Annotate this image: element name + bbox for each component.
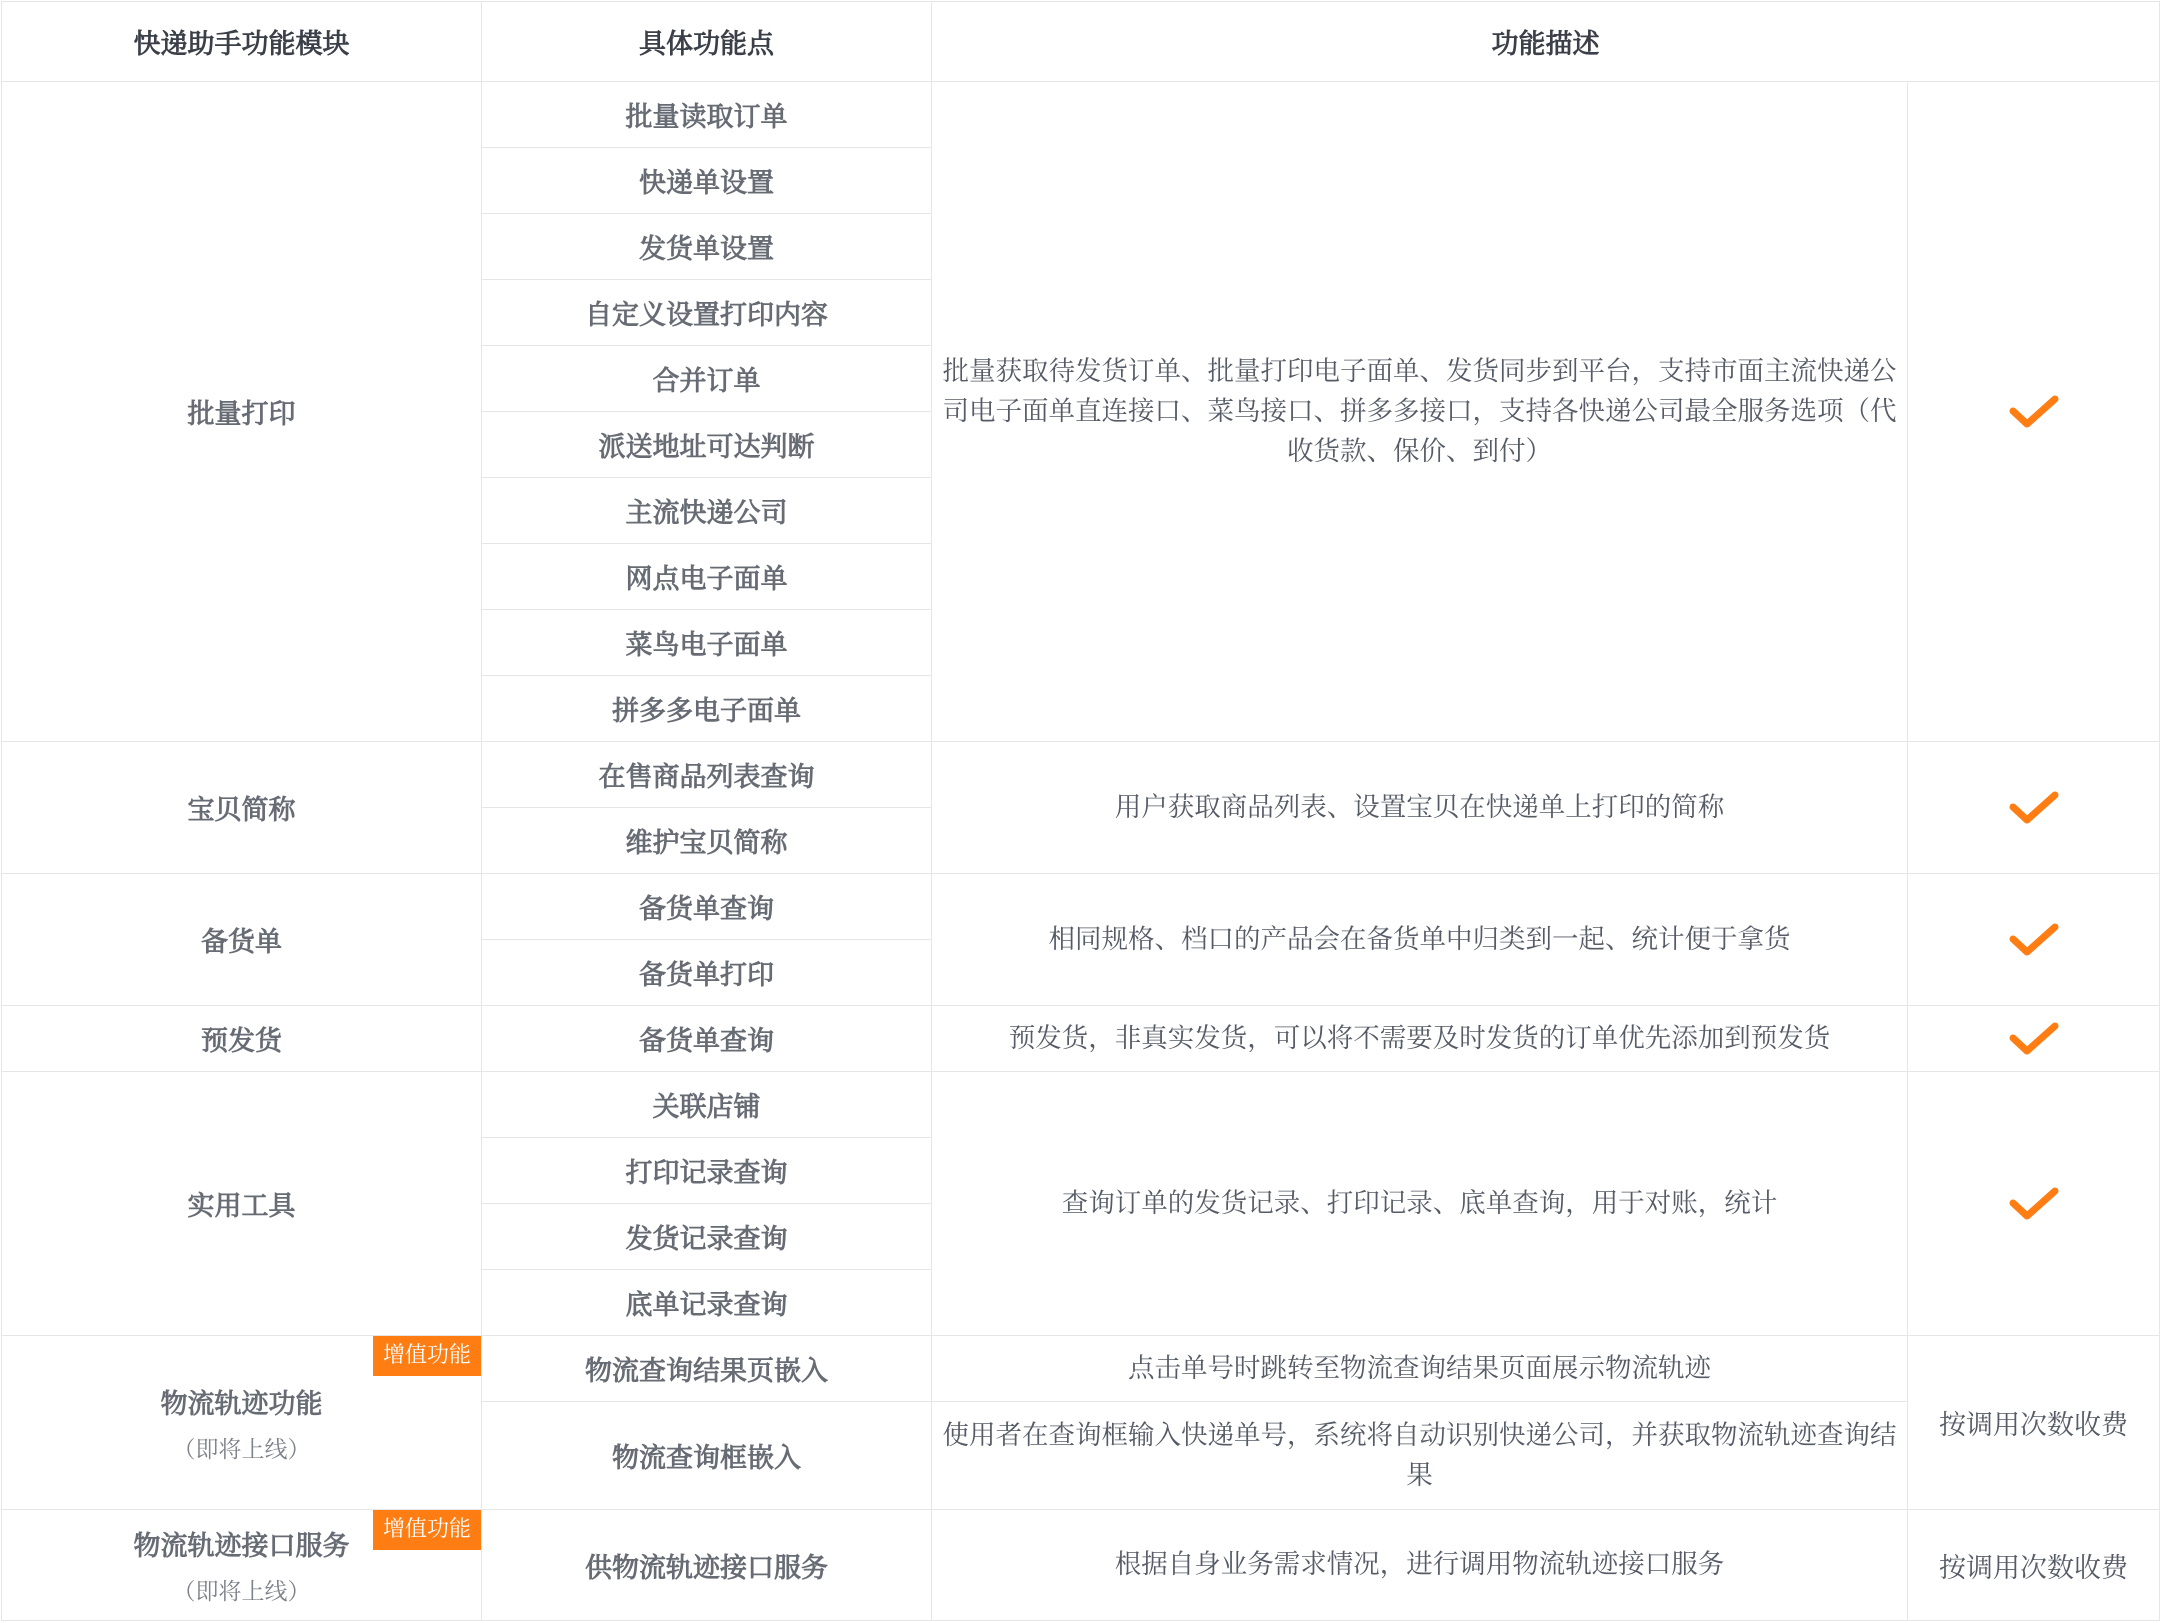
checkmark-icon: [2008, 1186, 2060, 1222]
feature-description: 用户获取商品列表、设置宝贝在快递单上打印的简称: [932, 742, 1908, 874]
module-name: 备货单: [2, 874, 482, 1006]
feature-description: 根据自身业务需求情况，进行调用物流轨迹接口服务: [932, 1510, 1908, 1621]
feature-point: 在售商品列表查询: [482, 742, 932, 808]
table-row: [2, 874, 2160, 940]
fee-cell: 按调用次数收费: [1908, 1336, 2160, 1510]
checkmark-icon: [2008, 922, 2060, 958]
status-cell: [1908, 1072, 2160, 1336]
header-description: 功能描述: [932, 2, 2160, 82]
table-row: [2, 1006, 2160, 1072]
value-added-badge: 增值功能: [373, 1510, 481, 1550]
table-row: [2, 1510, 2160, 1621]
module-name: 实用工具: [2, 1072, 482, 1336]
status-cell: [1908, 874, 2160, 1006]
table-row: [2, 1336, 2160, 1402]
feature-point: 派送地址可达判断: [482, 412, 932, 478]
status-cell: [1908, 742, 2160, 874]
feature-point: 发货单设置: [482, 214, 932, 280]
feature-point: 物流查询框嵌入: [482, 1402, 932, 1510]
feature-point: 打印记录查询: [482, 1138, 932, 1204]
feature-point: 关联店铺: [482, 1072, 932, 1138]
feature-point: 物流查询结果页嵌入: [482, 1336, 932, 1402]
feature-description: 预发货，非真实发货，可以将不需要及时发货的订单优先添加到预发货: [932, 1006, 1908, 1072]
table-row: [2, 742, 2160, 808]
module-name: 物流轨迹接口服务: [133, 1531, 350, 1562]
checkmark-icon: [2008, 1021, 2060, 1057]
value-added-badge: 增值功能: [373, 1336, 481, 1376]
module-name: 物流轨迹功能: [160, 1388, 323, 1420]
feature-description: 相同规格、档口的产品会在备货单中归类到一起、统计便于拿货: [932, 874, 1908, 1006]
feature-point: 合并订单: [482, 346, 932, 412]
feature-point: 备货单查询: [482, 1006, 932, 1072]
feature-point: 网点电子面单: [482, 544, 932, 610]
feature-point: 备货单打印: [482, 940, 932, 1006]
status-cell: [1908, 1006, 2160, 1072]
feature-point: 快递单设置: [482, 148, 932, 214]
feature-description: 使用者在查询框输入快递单号，系统将自动识别快递公司，并获取物流轨迹查询结果: [932, 1402, 1908, 1510]
table-row: [2, 1072, 2160, 1138]
status-cell: [1908, 82, 2160, 742]
header-row: [2, 2, 2160, 82]
feature-point: 维护宝贝简称: [482, 808, 932, 874]
table-row: [2, 82, 2160, 148]
feature-point: 自定义设置打印内容: [482, 280, 932, 346]
module-name: 预发货: [2, 1006, 482, 1072]
coming-soon-note: （即将上线）: [172, 1436, 311, 1463]
feature-description: 批量获取待发货订单、批量打印电子面单、发货同步到平台，支持市面主流快递公司电子面单直连接口、菜鸟接口、拼多多接口，支持各快递公司最全服务选项（代收货款、保价、到付）: [932, 82, 1908, 742]
coming-soon-note: （即将上线）: [172, 1579, 311, 1605]
fee-cell: 按调用次数收费: [1908, 1510, 2160, 1621]
module-cell: [2, 1336, 482, 1510]
header-point: 具体功能点: [482, 2, 932, 82]
feature-point: 拼多多电子面单: [482, 676, 932, 742]
feature-point: 供物流轨迹接口服务: [482, 1510, 932, 1621]
feature-point: 底单记录查询: [482, 1270, 932, 1336]
feature-point: 发货记录查询: [482, 1204, 932, 1270]
feature-point: 备货单查询: [482, 874, 932, 940]
feature-point: 菜鸟电子面单: [482, 610, 932, 676]
checkmark-icon: [2008, 790, 2060, 826]
feature-description: 点击单号时跳转至物流查询结果页面展示物流轨迹: [932, 1336, 1908, 1402]
feature-point: 批量读取订单: [482, 82, 932, 148]
header-module: 快递助手功能模块: [2, 2, 482, 82]
feature-table: [1, 1, 2160, 1621]
checkmark-icon: [2008, 394, 2060, 430]
feature-description: 查询订单的发货记录、打印记录、底单查询，用于对账，统计: [932, 1072, 1908, 1336]
feature-point: 主流快递公司: [482, 478, 932, 544]
module-cell: [2, 1510, 482, 1621]
module-name: 批量打印: [2, 82, 482, 742]
module-name: 宝贝简称: [2, 742, 482, 874]
